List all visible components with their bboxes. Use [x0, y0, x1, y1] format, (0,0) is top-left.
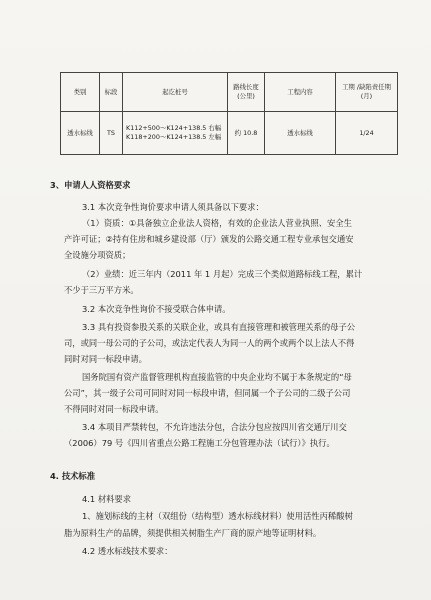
header-section: 标段 — [100, 73, 123, 112]
cell-content: 透水标线 — [265, 112, 336, 155]
table-row — [61, 112, 398, 155]
header-length: 路线长度(公里) — [228, 73, 265, 112]
header-period: 工期 /缺陷责任期(月) — [336, 73, 398, 112]
project-table — [60, 72, 398, 155]
para-4-2: 4.2 透水标线技术要求： — [82, 546, 173, 556]
para-soe-l3: 不得同时对同一标段申请。 — [64, 404, 164, 414]
cell-section: TS — [100, 112, 123, 155]
cell-period: 1/24 — [336, 112, 398, 155]
header-category: 类别 — [61, 73, 100, 112]
stake-left: K118+200～K124+138.5 左幅 — [126, 133, 222, 141]
para-qual-l2: 产许可证；②持有住房和城乡建设部（厅）颁发的公路交通工程专业承包交通安 — [64, 234, 354, 244]
para-perf-l2: 不少于三万平方米。 — [64, 285, 139, 295]
para-3-2: 3.2 本次竞争性询价不接受联合体申请。 — [82, 304, 231, 314]
para-3-4-l1: 3.4 本项目严禁转包，不允许违法分包，合法分包应按四川省交通厅川交 — [82, 422, 347, 432]
para-material-l2: 脂为原料生产的品牌，须提供相关树脂生产厂商的原产地等证明材料。 — [64, 528, 322, 538]
section4-heading: 4. 技术标准 — [50, 471, 96, 481]
para-qual-l1: （1）资质：①具备独立企业法人资格，有效的企业法人营业执照、安全生 — [82, 218, 352, 228]
para-3-1: 3.1 本次竞争性询价要求申请人须具备以下要求： — [82, 202, 264, 212]
header-stake: 起讫桩号 — [123, 73, 228, 112]
para-perf-l1: （2）业绩：近三年内（2011 年 1 月起）完成三个类似道路标线工程，累计 — [82, 269, 363, 279]
para-soe-l1: 国务院国有资产监督管理机构直接监管的中央企业均不属于本条规定的“母 — [82, 372, 352, 382]
header-content: 工程内容 — [265, 73, 336, 112]
para-3-3-l3: 同时对同一标段申请。 — [64, 354, 147, 364]
cell-stake — [123, 112, 228, 155]
section3-heading: 3、申请人人资格要求 — [50, 180, 131, 190]
para-4-1: 4.1 材料要求 — [82, 494, 132, 504]
para-qual-l3: 全设施分项资质； — [64, 250, 131, 260]
para-3-3-l1: 3.3 具有投资参股关系的关联企业，或具有直接管理和被管理关系的母子公 — [82, 322, 356, 332]
para-3-4-l2: （2006）79 号《四川省重点公路工程施工分包管理办法（试行）》执行。 — [64, 438, 335, 448]
cell-category: 透水标线 — [61, 112, 100, 155]
para-material-l1: 1、施划标线的主材（双组份（结构型）透水标线材料）使用活性丙稀酸树 — [82, 511, 353, 521]
para-soe-l2: 公司”，其一级子公司可同时对同一标段申请，但同属一个子公司的二级子公司 — [64, 388, 351, 398]
cell-length: 约 10.8 — [228, 112, 265, 155]
stake-right: K112+500～K124+138.5 右幅 — [126, 124, 222, 133]
para-3-3-l2: 司，或同一母公司的子公司，或法定代表人为同一人的两个或两个以上法人不得 — [64, 338, 355, 348]
